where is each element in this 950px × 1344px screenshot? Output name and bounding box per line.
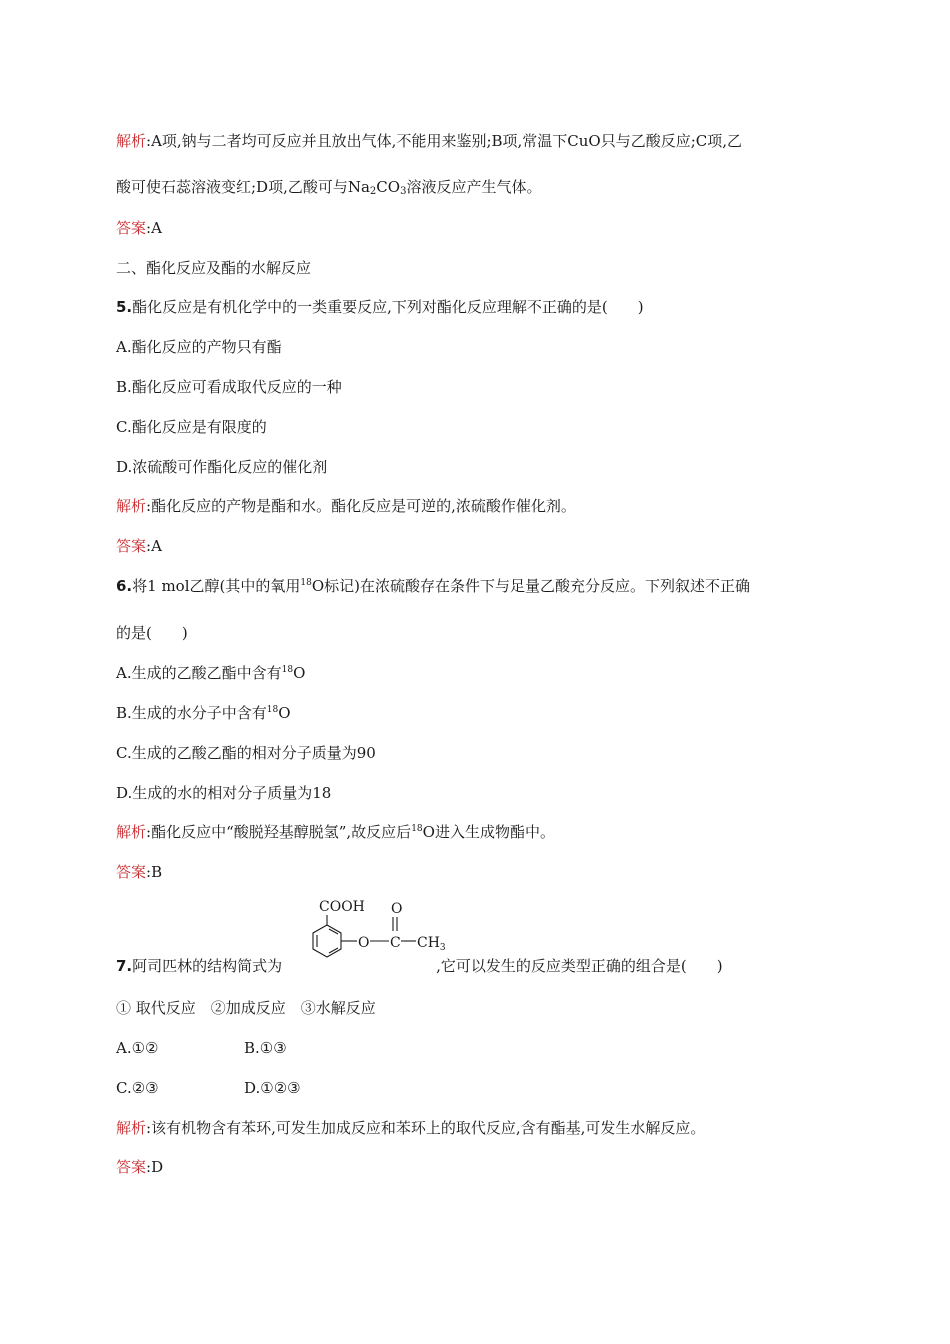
q6-stem — [116, 576, 750, 596]
question-number: 5. — [116, 298, 133, 316]
q4-analysis-text-2a: 酸可使石蕊溶液变红;D项,乙酸可与Na — [116, 178, 370, 196]
q7-analysis-text: :该有机物含有苯环,可发生加成反应和苯环上的取代反应,含有酯基,可发生水解反应。 — [146, 1119, 706, 1137]
struct-ch3: $CH_3$ — [417, 935, 446, 953]
q5-option-b: B.酯化反应可看成取代反应的一种 — [116, 378, 342, 396]
superscript: 18 — [411, 824, 423, 834]
q4-analysis-text-2c: 溶液反应产生气体。 — [406, 178, 542, 196]
q7-option-b: B.①③ — [244, 1039, 287, 1057]
q6-stem-text-b: O标记)在浓硫酸存在条件下与足量乙酸充分反应。下列叙述不正确 — [311, 577, 750, 595]
analysis-label: 解析 — [116, 1119, 147, 1137]
superscript: 18 — [281, 665, 294, 675]
q4-answer — [116, 218, 162, 238]
answer-label: 答案 — [116, 863, 147, 881]
q4-analysis-text-2b: CO — [376, 178, 401, 196]
question-number: 7. — [116, 957, 133, 975]
q6-option-b-end: O — [278, 704, 291, 722]
q7-option-d: D.①②③ — [244, 1079, 301, 1097]
q6-analysis-text-a: :酯化反应中“酸脱羟基醇脱氢”,故反应后 — [146, 823, 412, 841]
q4-analysis-line2 — [116, 177, 541, 197]
q6-answer — [116, 862, 162, 882]
superscript: 18 — [300, 578, 312, 588]
answer-label: 答案 — [116, 537, 147, 555]
q6-option-a-end: O — [293, 664, 306, 682]
q7-option-a: A.①② — [116, 1039, 159, 1057]
q6-answer-value: :B — [146, 863, 163, 881]
q6-option-a-text: A.生成的乙酸乙酯中含有 — [116, 664, 282, 682]
answer-label: 答案 — [116, 1158, 147, 1176]
paren-close: ) — [181, 624, 188, 642]
q7-stem-text-a: 阿司匹林的结构简式为 — [132, 957, 283, 975]
q6-analysis — [116, 822, 555, 842]
answer-label: 答案 — [116, 219, 147, 237]
q4-answer-value: :A — [146, 219, 162, 237]
superscript: 18 — [266, 705, 279, 715]
q5-stem-text: 酯化反应是有机化学中的一类重要反应,下列对酯化反应理解不正确的是( — [132, 298, 608, 316]
struct-o-double: O — [391, 901, 403, 917]
q6-stem-text-c: 的是( — [116, 624, 152, 642]
paren-close: ) — [716, 957, 723, 975]
q5-option-a: A.酯化反应的产物只有酯 — [116, 338, 282, 356]
q4-analysis-text: :A项,钠与二者均可反应并且放出气体,不能用来鉴别;B项,常温下CuO只与乙酸反应;C项,乙 — [146, 132, 743, 150]
q7-option-c: C.②③ — [116, 1079, 159, 1097]
q5-option-c: C.酯化反应是有限度的 — [116, 418, 267, 436]
analysis-label: 解析 — [116, 497, 147, 515]
q4-analysis-line1 — [116, 131, 742, 151]
q5-analysis-text: :酯化反应的产物是酯和水。酯化反应是可逆的,浓硫酸作催化剂。 — [146, 497, 576, 515]
q6-option-b — [116, 703, 291, 723]
q5-answer-value: :A — [146, 537, 162, 555]
q5-analysis — [116, 496, 576, 516]
q7-stem-text-b: ,它可以发生的反应类型正确的组合是( — [436, 957, 687, 975]
paren-close: ) — [637, 298, 644, 316]
struct-c: C — [390, 935, 401, 951]
q7-answer — [116, 1157, 163, 1177]
q7-analysis — [116, 1118, 705, 1138]
analysis-label: 解析 — [116, 132, 147, 150]
q6-analysis-text-b: O进入生成物酯中。 — [422, 823, 555, 841]
q6-stem-line2 — [116, 623, 188, 643]
q6-option-d: D.生成的水的相对分子质量为18 — [116, 784, 332, 802]
q6-option-c: C.生成的乙酸乙酯的相对分子质量为90 — [116, 744, 376, 762]
q7-options-row2 — [116, 1078, 516, 1098]
q7-options-row1 — [116, 1038, 516, 1058]
struct-cooh: COOH — [319, 899, 365, 915]
q6-option-b-text: B.生成的水分子中含有 — [116, 704, 267, 722]
struct-o-link: O — [358, 935, 370, 951]
q6-stem-text-a: 将1 mol乙醇(其中的氧用 — [132, 577, 301, 595]
q5-option-d: D.浓硫酸可作酯化反应的催化剂 — [116, 458, 328, 476]
q5-stem — [116, 297, 644, 317]
q5-answer — [116, 536, 162, 556]
subscript: 2 — [369, 186, 377, 197]
q7-answer-value: :D — [146, 1158, 164, 1176]
q6-option-a — [116, 663, 305, 683]
analysis-label: 解析 — [116, 823, 147, 841]
q7-reaction-types: ① 取代反应 ②加成反应 ③水解反应 — [116, 999, 376, 1017]
subscript: 3 — [400, 186, 407, 197]
q7-stem — [116, 956, 723, 976]
question-number: 6. — [116, 577, 133, 595]
section-title: 二、酯化反应及酯的水解反应 — [116, 259, 312, 277]
